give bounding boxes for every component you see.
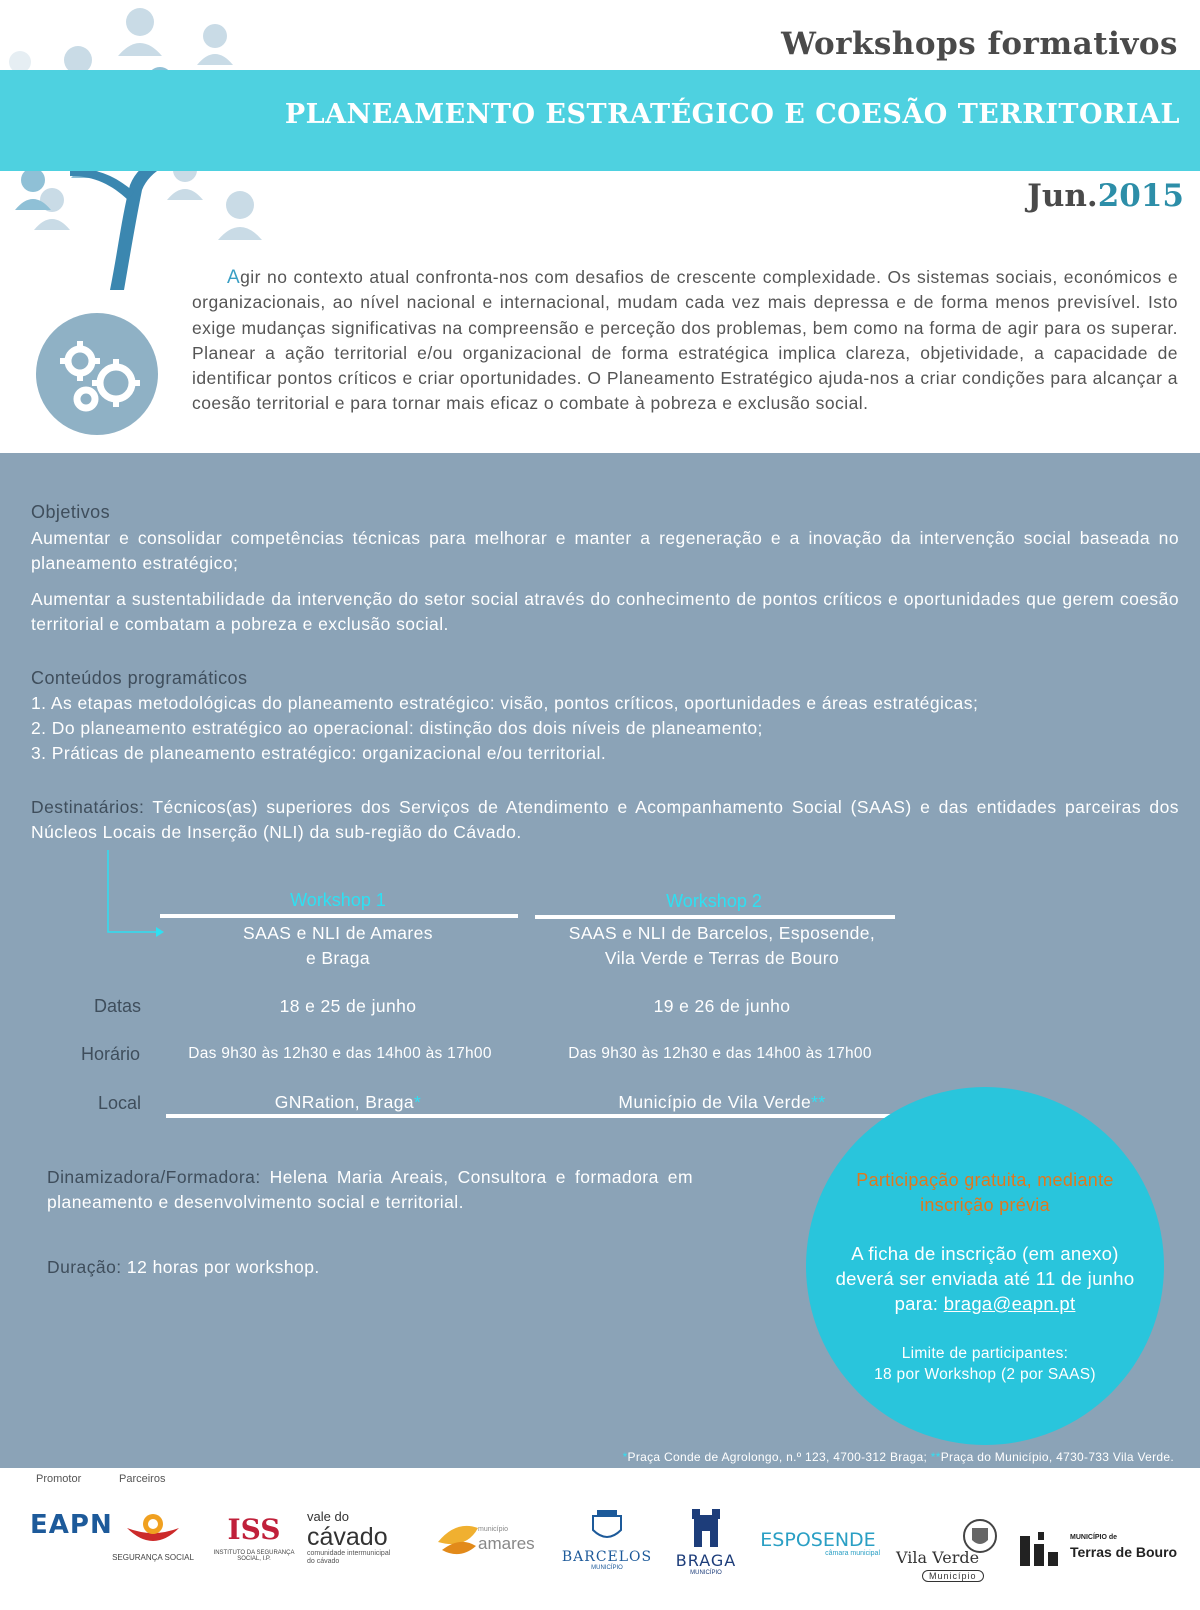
barcelos-logo-text: BARCELOS: [561, 1549, 653, 1565]
workshop-1-horario: Das 9h30 às 12h30 e das 14h00 às 17h00: [188, 1045, 492, 1062]
destinatarios-paragraph: [31, 795, 1179, 845]
destinatarios-text: Técnicos(as) superiores dos Serviços de Atendimento e Acompanhamento Social (SAAS) e das entidades parceiras dos Núcleos Locais de Inserção (NLI) da sub-região do Cávado.: [31, 797, 1179, 842]
horario-label: Horário: [81, 1044, 141, 1064]
terras-logo-text: Terras de Bouro: [1070, 1544, 1178, 1560]
workshop-2-local-mark: **: [811, 1092, 826, 1112]
conteudo-item-2: 2. Do planeamento estratégico ao operacional: distinção dos dois níveis de planeamento;: [31, 718, 763, 738]
workshop-1-target-line-1: SAAS e NLI de Amares: [243, 923, 433, 943]
address-footnote: [623, 1450, 1174, 1464]
eapn-logo: [30, 1510, 113, 1590]
destinatarios-label: Destinatários:: [31, 797, 145, 817]
local-rule: [166, 1114, 896, 1118]
workshop-2-local: [536, 1090, 908, 1115]
form-line-1: A ficha de inscrição (em anexo): [851, 1243, 1119, 1264]
conteudo-item-1: 1. As etapas metodológicas do planeamento estratégico: visão, pontos críticos, oportunidades e áreas estratégicas;: [31, 693, 979, 713]
workshop-1-datas: 18 e 25 de junho: [279, 996, 417, 1016]
esposende-logo: [756, 1530, 880, 1610]
main-title: PLANEAMENTO ESTRATÉGICO E COESÃO TERRITORIAL: [284, 99, 1180, 130]
eapn-logo-text: EAPN: [30, 1510, 113, 1540]
workshop-1-local: [160, 1090, 536, 1115]
conteudos-heading: Conteúdos programáticos: [31, 668, 248, 688]
form-line-2: deverá ser enviada até 11 de junho: [835, 1268, 1135, 1289]
amares-small-text: município: [478, 1526, 508, 1533]
barcelos-crest-icon: [589, 1510, 625, 1544]
form-line-3-prefix: para:: [894, 1293, 944, 1314]
series-title: Workshops formativos: [781, 26, 1178, 62]
dinamizadora-text: Helena Maria Areais, Consultora e formadora em planeamento e desenvolvimento social e territorial.: [47, 1167, 693, 1212]
registration-circle: [806, 1087, 1164, 1445]
cavado-logo-text: cávado: [307, 1523, 388, 1551]
duracao-label: Duração:: [47, 1257, 122, 1277]
duracao-text: 12 horas por workshop.: [126, 1257, 320, 1277]
terras-de-bouro-emblem-icon: [1018, 1530, 1066, 1570]
vila-verde-logo: [896, 1518, 1004, 1598]
footnote-mark-1: *: [622, 1450, 628, 1464]
amares-logo: [436, 1510, 546, 1590]
date-month: Jun.: [1027, 178, 1098, 214]
event-date: [1027, 178, 1184, 214]
workshop-1-local-name: GNRation, Braga: [274, 1092, 415, 1112]
intro-text: gir no contexto atual confronta-nos com desafios de crescente complexidade. Os sistemas sociais, económicos e organizacionais, ao nível nacional e internacional, mudam cada vez mais depressa e de forma menos previsível. Isto exige mudanças significativas na compreensão e perceção dos problemas, bem como na forma de agir para os superar. Planear a ação territorial e/ou organizacional de forma estratégica implica clareza, objetividade, a capacidade de identificar pontos críticos e criar oportunidades. O Planeamento Estratégico ajuda-nos a criar condições para alcançar a coesão territorial e para tornar mais eficaz o combate à pobreza e exclusão social.: [192, 267, 1178, 414]
email-link[interactable]: braga@eapn.pt: [943, 1293, 1076, 1314]
braga-tower-icon: [688, 1505, 724, 1547]
workshop-2-target-line-2: Vila Verde e Terras de Bouro: [604, 948, 840, 968]
terras-small-text: MUNICÍPIO de: [1070, 1534, 1118, 1541]
vila-verde-caption: Município: [922, 1570, 984, 1582]
footnote-1: Praça Conde de Agrolongo, n.º 123, 4700-312 Braga;: [627, 1450, 928, 1464]
braga-caption: MUNICÍPIO: [690, 1570, 722, 1576]
objetivo-item-1: Aumentar e consolidar competências técnicas para melhorar e manter a regeneração e a inovação da intervenção social baseada no planeamento estratégico;: [31, 528, 1179, 573]
terras-de-bouro-logo: [1018, 1530, 1184, 1610]
duracao-paragraph: [47, 1257, 320, 1278]
workshop-2-title: Workshop 2: [666, 891, 762, 911]
cavado-caption: comunidade intermunicipal do cávado: [307, 1550, 391, 1565]
free-line-1: Participação gratuita, mediante: [856, 1170, 1114, 1190]
amares-logo-text: amares: [478, 1534, 535, 1553]
local-label: Local: [98, 1093, 142, 1113]
workshop-1-rule: [160, 914, 518, 918]
cavado-small-text: vale do: [307, 1509, 349, 1524]
promotor-label: Promotor: [36, 1473, 82, 1485]
intro-drop-letter: A: [227, 267, 241, 288]
dinamizadora-label: Dinamizadora/Formadora:: [47, 1167, 261, 1187]
seguranca-social-text: SEGURANÇA SOCIAL: [112, 1553, 194, 1562]
cavado-logo: [307, 1510, 419, 1590]
iss-caption: INSTITUTO DA SEGURANÇA SOCIAL, I.P.: [213, 1550, 295, 1562]
datas-label: Datas: [94, 996, 142, 1016]
esposende-caption: câmara municipal: [825, 1550, 880, 1557]
workshop-1-target-line-2: e Braga: [305, 948, 371, 968]
connector-arrow-icon: [96, 848, 166, 938]
iss-logo: [204, 1510, 304, 1590]
barcelos-logo: [560, 1510, 654, 1590]
amares-emblem-icon: [436, 1520, 480, 1560]
seguranca-social-emblem-icon: [123, 1510, 183, 1548]
gears-icon: [36, 313, 158, 435]
limit-line-1: Limite de participantes:: [901, 1345, 1069, 1362]
braga-logo: [666, 1505, 746, 1585]
braga-logo-text: BRAGA: [675, 1551, 737, 1570]
objetivo-item-2: Aumentar a sustentabilidade da intervenção do setor social através do conhecimento de pontos críticos e oportunidades que gerem coesão territorial e combatam a pobreza e exclusão social.: [31, 589, 1179, 634]
parceiros-label: Parceiros: [119, 1473, 166, 1485]
date-year: 2015: [1097, 178, 1184, 214]
dinamizadora-paragraph: [47, 1165, 693, 1215]
workshop-1-title: Workshop 1: [290, 890, 386, 910]
iss-logo-text: ISS: [227, 1513, 281, 1546]
conteudo-item-3: 3. Práticas de planeamento estratégico: organizacional e/ou territorial.: [31, 743, 607, 763]
workshop-1-local-mark: *: [414, 1092, 422, 1112]
footnote-2: Praça do Município, 4730-733 Vila Verde.: [940, 1450, 1174, 1464]
workshop-2-rule: [535, 915, 895, 919]
footnote-mark-2: **: [930, 1450, 941, 1464]
vila-verde-logo-text: Vila Verde: [896, 1548, 980, 1567]
seguranca-social-logo: [112, 1510, 194, 1590]
free-line-2: inscrição prévia: [920, 1195, 1050, 1215]
workshop-2-horario: Das 9h30 às 12h30 e das 14h00 às 17h00: [568, 1045, 872, 1062]
workshop-2-datas: 19 e 26 de junho: [653, 996, 791, 1016]
workshop-2-target-line-1: SAAS e NLI de Barcelos, Esposende,: [568, 923, 876, 943]
form-line-3: [806, 1291, 1164, 1317]
esposende-logo-text: ESPOSENDE: [760, 1529, 876, 1551]
workshop-2-local-name: Município de Vila Verde: [618, 1092, 812, 1112]
intro-paragraph: [192, 265, 1178, 417]
objetivos-heading: Objetivos: [31, 502, 111, 522]
barcelos-caption: MUNICÍPIO: [591, 1565, 623, 1571]
limit-line-2: 18 por Workshop (2 por SAAS): [874, 1366, 1096, 1383]
